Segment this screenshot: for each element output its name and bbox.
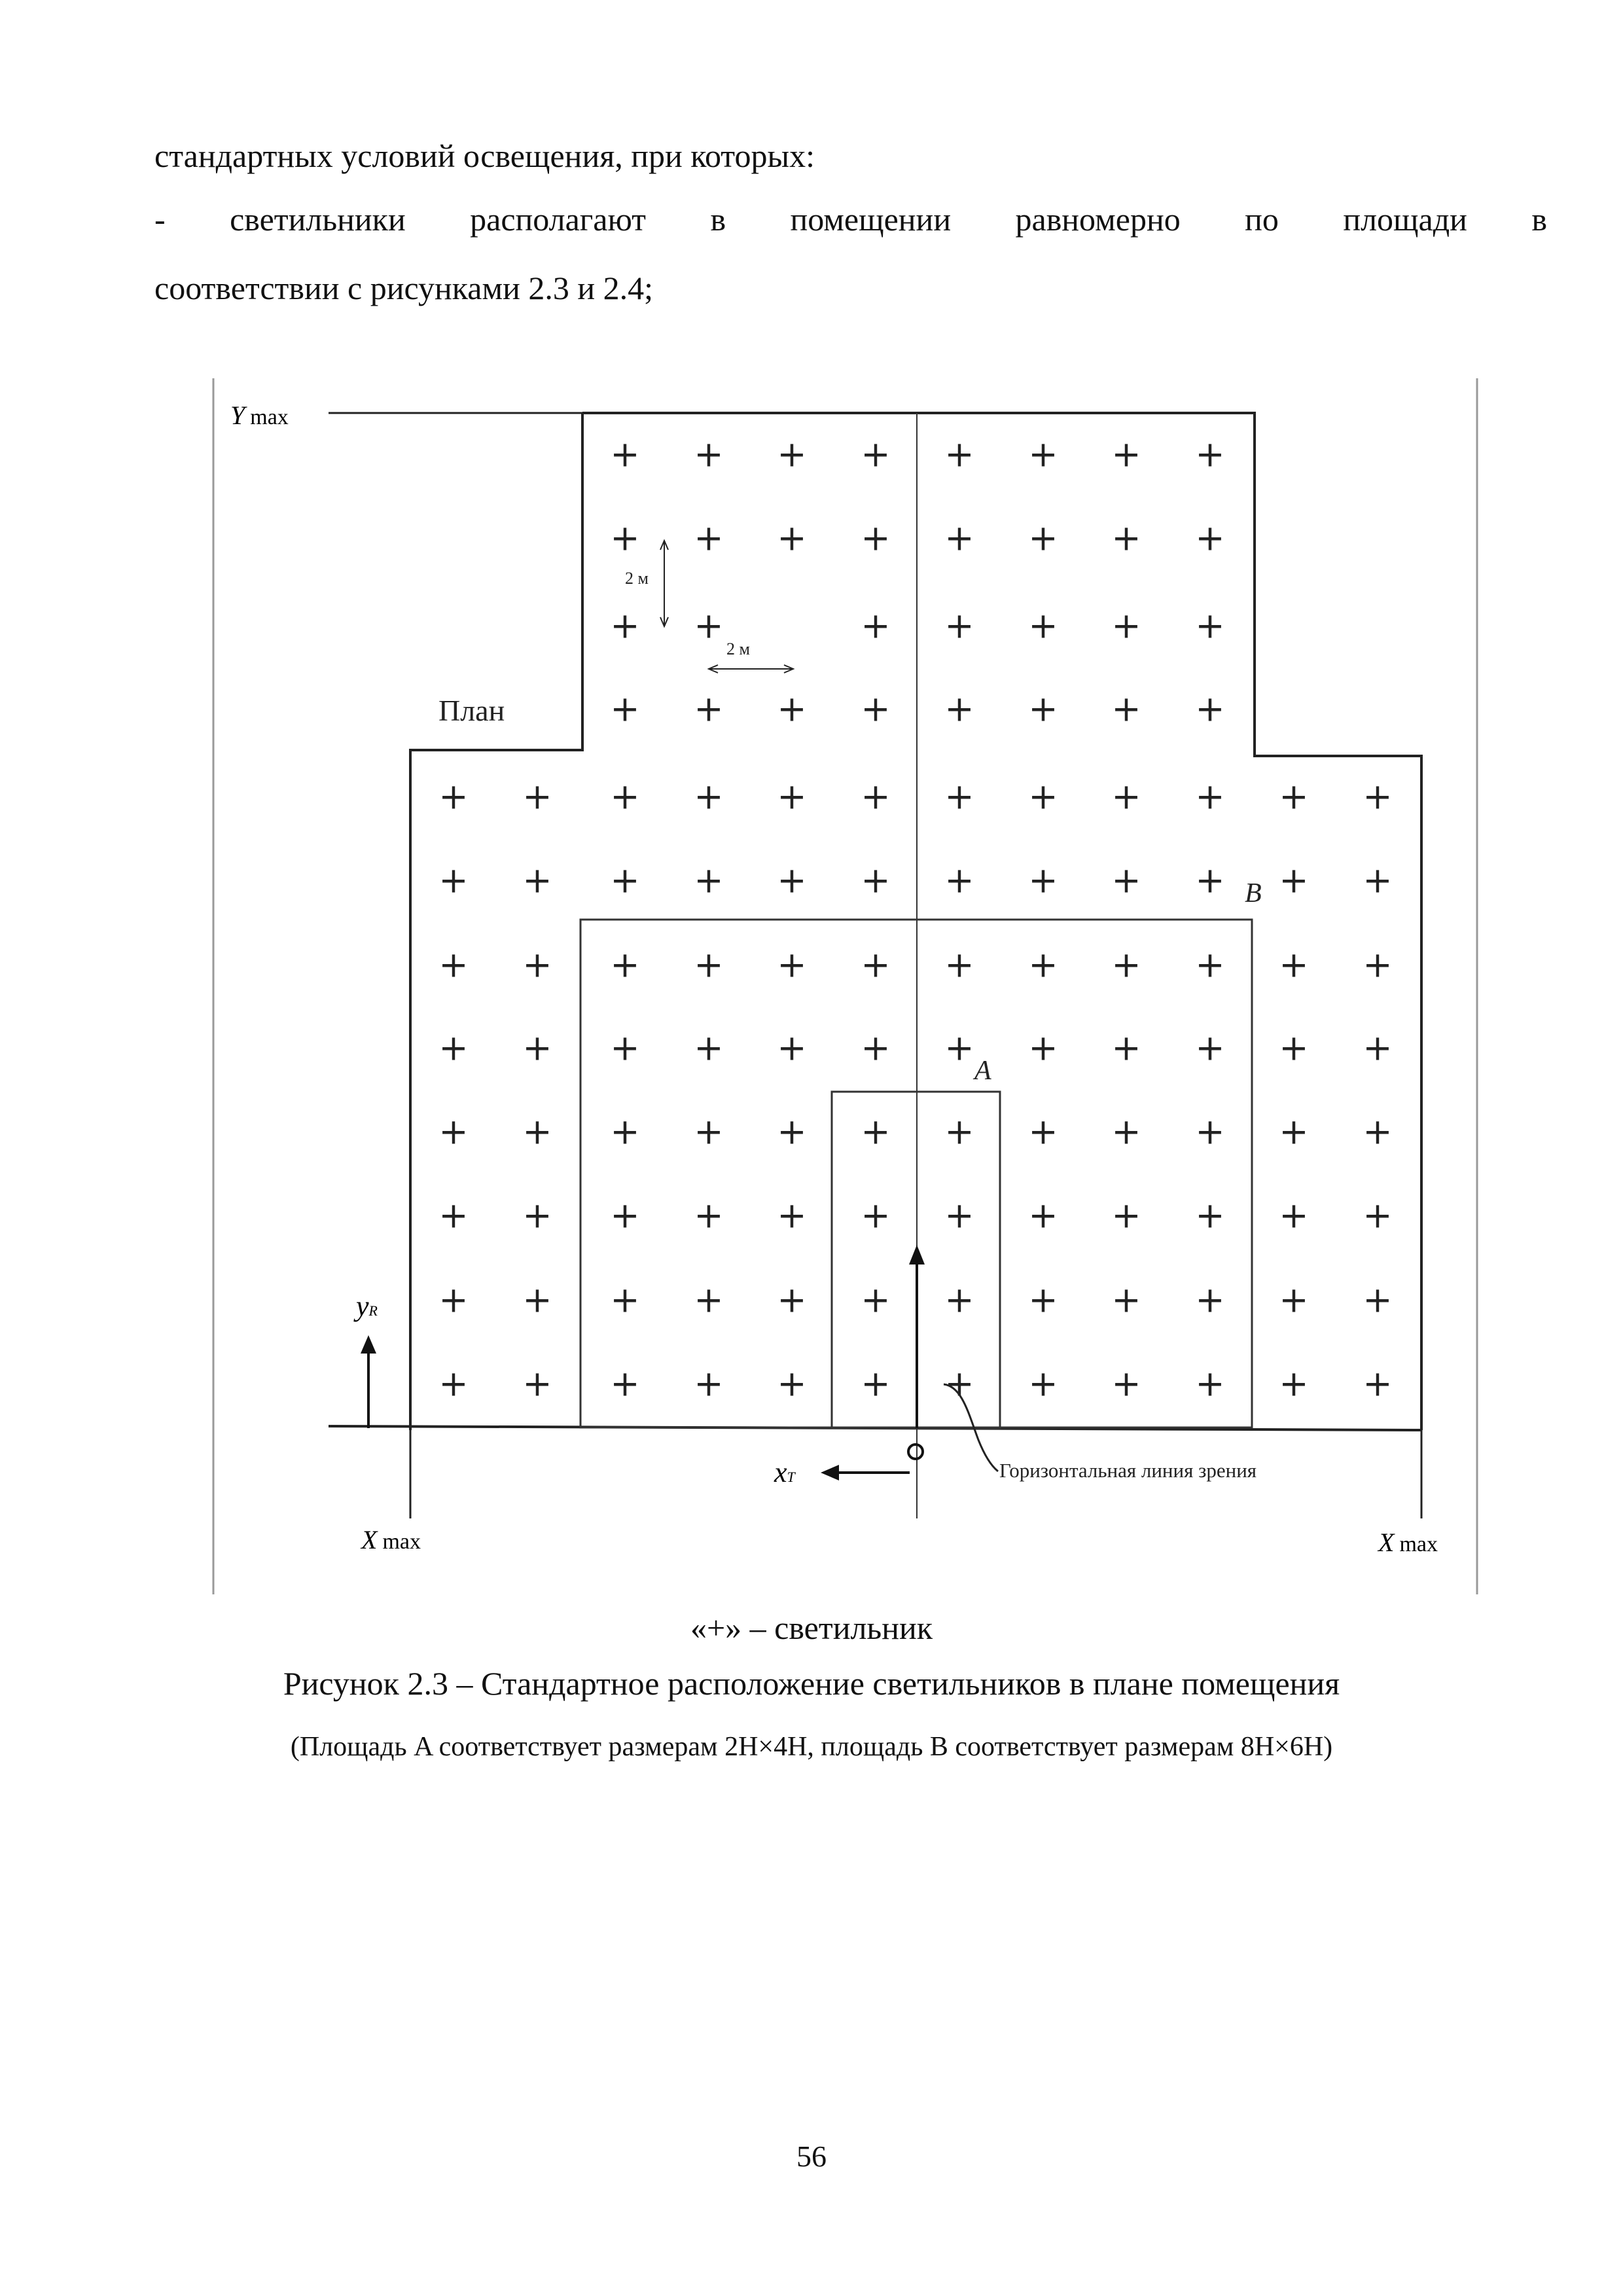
luminaire-symbol: + (1195, 688, 1225, 730)
figure-caption: Рисунок 2.3 – Стандартное расположение светильников в плане помещения (283, 1665, 1340, 1702)
word: располагают (470, 201, 647, 238)
word: помещении (790, 201, 952, 238)
center-arrowhead (909, 1245, 925, 1265)
luminaire-symbol: + (944, 1027, 974, 1069)
luminaire-symbol: + (861, 1279, 891, 1321)
figure-note: (Площадь A соответствует размерам 2H×4H, площадь B соответствует размерам 8H×6H) (290, 1732, 1333, 1762)
luminaire-symbol: + (777, 1111, 807, 1153)
x-max-left-suffix: max (382, 1530, 421, 1554)
luminaire-symbol: + (438, 1194, 469, 1236)
luminaire-symbol: + (694, 517, 724, 559)
xt-label (774, 1456, 796, 1488)
luminaire-symbol: + (1028, 1194, 1058, 1236)
luminaire-symbol: + (1111, 433, 1141, 475)
luminaire-symbol: + (1279, 1027, 1309, 1069)
origin-marker (908, 1444, 923, 1459)
area-a-label: A (974, 1056, 991, 1086)
luminaire-symbol: + (1195, 1194, 1225, 1236)
x-max-left-letter: X (361, 1525, 378, 1554)
luminaire-symbol: + (861, 605, 891, 647)
luminaire-symbol: + (1028, 776, 1058, 817)
luminaire-symbol: + (777, 517, 807, 559)
luminaire-symbol: + (944, 605, 974, 647)
yr-subscript: R (368, 1302, 378, 1319)
x-max-left-label (360, 1525, 421, 1554)
luminaire-symbol: + (1363, 1194, 1393, 1236)
luminaire-symbol: + (1111, 1194, 1141, 1236)
luminaire-symbol: + (777, 859, 807, 901)
luminaire-symbol: + (777, 1363, 807, 1405)
luminaire-symbol: + (438, 776, 469, 817)
yr-label (353, 1290, 378, 1322)
luminaire-symbol: + (522, 944, 552, 986)
luminaire-symbol: + (1279, 1194, 1309, 1236)
luminaire-symbol: + (1279, 1111, 1309, 1153)
xt-arrowhead (821, 1465, 839, 1480)
luminaire-symbol: + (1195, 1111, 1225, 1153)
luminaire-symbol: + (694, 1027, 724, 1069)
luminaire-symbol: + (1363, 1027, 1393, 1069)
x-max-right-label (1377, 1528, 1438, 1557)
luminaire-symbol: + (610, 433, 640, 475)
luminaire-symbol: + (1195, 605, 1225, 647)
yr-arrowhead (361, 1335, 376, 1354)
word: равномерно (1015, 201, 1181, 238)
page-number: 56 (796, 2140, 827, 2173)
luminaire-symbol: + (777, 1194, 807, 1236)
luminaire-symbol: + (438, 859, 469, 901)
luminaire-symbol: + (694, 1194, 724, 1236)
xt-letter: x (774, 1456, 787, 1488)
luminaire-symbol: + (944, 776, 974, 817)
luminaire-symbol: + (1028, 1363, 1058, 1405)
luminaire-symbol: + (1111, 517, 1141, 559)
luminaire-symbol: + (944, 1363, 974, 1405)
luminaire-symbol: + (1195, 433, 1225, 475)
y-max-suffix: max (250, 405, 289, 429)
luminaire-symbol: + (1279, 1279, 1309, 1321)
luminaire-symbol: + (694, 1111, 724, 1153)
luminaire-symbol: + (777, 944, 807, 986)
luminaire-symbol: + (610, 1279, 640, 1321)
word: в (1531, 201, 1547, 238)
luminaire-symbol: + (694, 776, 724, 817)
paragraph-line-3: соответствии с рисунками 2.3 и 2.4; (154, 270, 654, 306)
luminaire-symbol: + (1363, 1111, 1393, 1153)
luminaire-symbol: + (861, 1363, 891, 1405)
luminaire-symbol: + (1279, 944, 1309, 986)
luminaire-symbol: + (1363, 1363, 1393, 1405)
luminaire-symbol: + (610, 1111, 640, 1153)
area-b-label: B (1245, 878, 1262, 908)
luminaire-symbol: + (522, 776, 552, 817)
luminaire-symbol: + (1195, 859, 1225, 901)
luminaire-symbol: + (438, 1027, 469, 1069)
luminaire-symbol: + (694, 688, 724, 730)
luminaire-symbol: + (777, 433, 807, 475)
luminaire-symbol: + (522, 1363, 552, 1405)
luminaire-symbol: + (777, 776, 807, 817)
luminaire-symbol: + (522, 859, 552, 901)
luminaire-symbol: + (1028, 517, 1058, 559)
luminaire-symbol: + (694, 433, 724, 475)
luminaire-symbol: + (861, 859, 891, 901)
luminaire-symbol: + (610, 688, 640, 730)
luminaire-symbol: + (610, 776, 640, 817)
luminaire-symbol: + (1028, 1027, 1058, 1069)
luminaire-symbol: + (1111, 859, 1141, 901)
luminaire-symbol: + (522, 1279, 552, 1321)
luminaire-symbol: + (1111, 1279, 1141, 1321)
luminaire-symbol: + (694, 859, 724, 901)
luminaire-symbol: + (1028, 859, 1058, 901)
luminaire-symbol: + (861, 944, 891, 986)
luminaire-symbol: + (522, 1194, 552, 1236)
luminaire-symbol: + (694, 944, 724, 986)
luminaire-symbol: + (522, 1027, 552, 1069)
luminaire-symbol: + (610, 605, 640, 647)
luminaire-symbol: + (944, 859, 974, 901)
luminaire-symbol: + (1028, 1111, 1058, 1153)
luminaire-symbol: + (861, 688, 891, 730)
word: в (710, 201, 726, 238)
luminaire-symbol: + (1111, 1111, 1141, 1153)
luminaire-symbol: + (861, 1111, 891, 1153)
yr-letter: y (356, 1290, 369, 1322)
luminaire-symbol: + (861, 517, 891, 559)
luminaire-symbol: + (777, 1027, 807, 1069)
luminaire-symbol: + (1279, 859, 1309, 901)
xt-subscript: T (787, 1469, 795, 1485)
luminaire-symbol: + (777, 688, 807, 730)
luminaire-symbol: + (944, 1194, 974, 1236)
luminaire-symbol: + (1111, 605, 1141, 647)
x-max-right-suffix: max (1399, 1532, 1438, 1556)
luminaire-symbol: + (1195, 1279, 1225, 1321)
dim-vertical-label: 2 м (625, 569, 649, 588)
luminaire-symbol: + (861, 1027, 891, 1069)
luminaire-symbol: + (944, 944, 974, 986)
word: площади (1343, 201, 1467, 238)
luminaire-symbol: + (1363, 944, 1393, 986)
luminaire-symbol: + (1111, 1027, 1141, 1069)
plan-label: План (438, 694, 505, 727)
word: по (1245, 201, 1279, 238)
luminaire-symbol: + (1028, 688, 1058, 730)
paragraph-line-1: стандартных условий освещения, при которых: (154, 137, 815, 174)
luminaire-symbol: + (1195, 776, 1225, 817)
luminaire-symbol: + (1111, 944, 1141, 986)
luminaire-symbol: + (944, 1111, 974, 1153)
y-max-label (230, 401, 289, 430)
luminaire-symbol: + (610, 1363, 640, 1405)
luminaire-symbol: + (1028, 433, 1058, 475)
word: - (154, 201, 166, 238)
luminaire-symbol: + (1363, 1279, 1393, 1321)
luminaire-symbol: + (438, 944, 469, 986)
luminaire-symbol: + (438, 1111, 469, 1153)
luminaire-symbol: + (694, 1279, 724, 1321)
luminaire-symbol: + (944, 688, 974, 730)
luminaire-symbol: + (1195, 1363, 1225, 1405)
luminaire-symbol: + (1279, 1363, 1309, 1405)
luminaire-symbol: + (610, 1194, 640, 1236)
y-max-letter: Y (230, 401, 245, 430)
word: светильники (230, 201, 406, 238)
luminaire-symbol: + (438, 1363, 469, 1405)
luminaire-symbol: + (944, 517, 974, 559)
dim-horizontal-label: 2 м (726, 639, 750, 658)
luminaire-symbol: + (1028, 944, 1058, 986)
luminaire-symbol: + (777, 1279, 807, 1321)
luminaire-symbol: + (1111, 776, 1141, 817)
figure-legend: «+» – светильник (690, 1609, 933, 1646)
luminaire-symbol: + (1363, 859, 1393, 901)
luminaire-symbol: + (1195, 1027, 1225, 1069)
x-max-right-letter: X (1378, 1528, 1395, 1557)
luminaire-symbol: + (1111, 688, 1141, 730)
luminaire-symbol: + (944, 1279, 974, 1321)
luminaire-symbol: + (944, 433, 974, 475)
luminaire-symbol: + (1195, 944, 1225, 986)
luminaire-symbol: + (694, 1363, 724, 1405)
luminaire-symbol: + (610, 859, 640, 901)
luminaire-symbol: + (610, 944, 640, 986)
luminaire-symbol: + (610, 517, 640, 559)
luminaire-symbol: + (861, 776, 891, 817)
luminaire-symbol: + (610, 1027, 640, 1069)
luminaire-symbol: + (1195, 517, 1225, 559)
luminaire-symbol: + (861, 1194, 891, 1236)
luminaire-symbol: + (861, 433, 891, 475)
luminaire-symbol: + (522, 1111, 552, 1153)
luminaire-symbol: + (1279, 776, 1309, 817)
sight-line-label: Горизонтальная линия зрения (999, 1459, 1257, 1482)
luminaire-symbol: + (1028, 605, 1058, 647)
luminaire-symbol: + (1363, 776, 1393, 817)
luminaire-symbol: + (438, 1279, 469, 1321)
luminaire-symbol: + (1028, 1279, 1058, 1321)
luminaire-symbol: + (694, 605, 724, 647)
luminaire-symbol: + (1111, 1363, 1141, 1405)
